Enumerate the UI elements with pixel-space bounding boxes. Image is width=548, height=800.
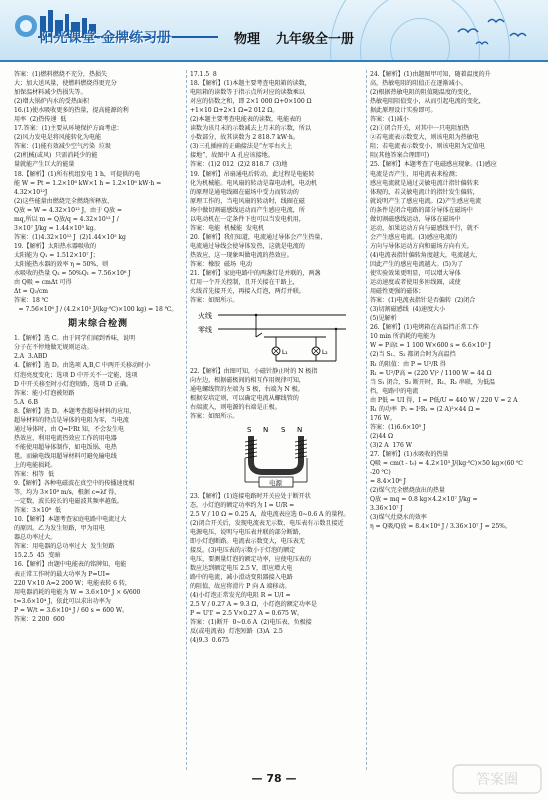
answer-line: 路中的电流，减小滑动变阻器接入电路 — [190, 573, 293, 581]
answer-line: 10.【解析】本题考查家庭电路中电流过大 — [14, 516, 127, 524]
circuit-diagram — [196, 307, 356, 365]
answer-line: 方向与导体运动方向和磁场方向有关。 — [370, 242, 473, 250]
answer-line: 通电螺线管的左端为 S 极，右端为 N 极。 — [190, 386, 304, 394]
pole-label: N — [263, 425, 269, 434]
grade-label: 九年级全一册 — [276, 32, 355, 47]
answer-line: 答案：如图所示。 — [190, 413, 239, 421]
answer-line: 加保温材料减少热损失等。 — [14, 89, 87, 97]
answer-line: D 中开关移至时小灯泡短路，选项 D 正确。 — [14, 380, 133, 388]
answer-line: 176 W。 — [370, 414, 396, 422]
answer-line: (3)2 A 176 W — [370, 441, 412, 449]
electromagnet-diagram — [221, 424, 331, 490]
answer-line: 答案：2 200 600 — [14, 615, 65, 623]
answer-line: 的原因。乙为发生短路，甲为用电 — [14, 525, 105, 533]
answer-line: 据此原理设计实验即可。 — [370, 107, 437, 115]
switch-icon — [256, 333, 262, 337]
answer-line: P = U'I' = 2.5 V×0.27 A = 0.675 W。 — [190, 610, 304, 618]
answer-line: +1×10 Ω+2×1 Ω=2 012 Ω。 — [190, 107, 279, 115]
answer-line: = 8.4×10⁶ J — [370, 478, 406, 486]
answer-line: 运动，如果运动方向与磁感线平行，就不 — [370, 224, 479, 232]
answer-line: 答案：(1)燃料燃烧不充分，热损失 — [14, 71, 108, 78]
answer-line: 2.5 V / 10 Ω = 0.25 A，故电流表应选 0~0.6 A 的量程。 — [190, 510, 350, 518]
answer-line: 阻；若电流表示数变小，则该电阻为定值电 — [370, 143, 485, 151]
answer-line: (4)小灯泡正常发光的电阻 R = U/I = — [190, 592, 291, 600]
answer-line: 答案：能小灯泡被短路 — [14, 389, 75, 397]
answer-line: 26.【解析】(1)电烤箱在高温挡正常工作 — [370, 324, 479, 332]
answer-line: 电阻箱的读数等于指示点所对应的读数乘以 — [190, 89, 305, 97]
answer-line: 会产生感应电流。(3)感应电流的 — [370, 233, 458, 241]
answer-line: 感应电流就是通过灵敏电流计指针偏转来 — [370, 179, 479, 187]
answer-line: 态，小灯泡的额定功率约为 I = U/R = — [190, 501, 295, 509]
answer-line: 量就能产生巨大的能量 — [14, 161, 75, 169]
answer-line: (2)当 S₁、S₂ 都闭合时为高温挡 — [370, 351, 456, 359]
answer-line: 即小灯泡断路。电流表示数变大，电压表无 — [190, 537, 305, 545]
answer-line: 火线首先接开关，再接入灯泡，两灯并联。 — [190, 288, 305, 296]
answer-line: 19.【解析】吊扇通电后转动，此过程是电能转 — [190, 170, 315, 178]
answer-line: 18.【解析】(1)所有机组发电 1 h，可提供的电 — [14, 170, 141, 178]
answer-line: 3.36×10⁷ J — [370, 505, 403, 513]
answer-line: 以电动机在一定条件下也可以当发电机用， — [190, 215, 305, 223]
answer-line: 16.【解析】由题中电能表的铭牌知，电能 — [14, 561, 127, 569]
answer-line: 大；加大送风量，使燃料燃烧得更充分 — [14, 80, 117, 88]
brand-title: 阳光课堂·金牌练习册 — [40, 30, 172, 46]
answer-line: 答案：(1)减小 — [370, 116, 409, 124]
subject-label: 物理 — [234, 32, 261, 47]
lamp-l1-label: L₁ — [282, 349, 288, 357]
answer-line: 高，热敏电阻的阻值正在逐渐减小。 — [370, 80, 467, 88]
formula-line: = 7.56×10⁶ J / (4.2×10³ J/(kg·℃)×100 kg) = 18 ℃。 — [18, 306, 178, 314]
answer-line: 体现的，若灵敏电流计的指针发生偏转， — [370, 188, 479, 196]
answer-line: 等，均为 3×10⁸ m/s，根据 c=λf 得， — [14, 489, 121, 497]
pole-label: S — [247, 425, 252, 434]
answer-line: 数应达到额定电压 2.5 V，即应增大电 — [190, 564, 293, 572]
answer-line: 表正常工作时的最大功率为 P=UI= — [14, 570, 111, 578]
answer-line: 做切割磁感线运动，导体在磁场中 — [370, 215, 461, 223]
coil-icon — [245, 440, 307, 458]
answer-line: (3)切割磁感线 (4)速度大小 — [370, 306, 446, 314]
u-core-icon — [251, 436, 301, 472]
answer-column-1 — [14, 70, 182, 624]
answer-line: 1.【解析】选 C。由于同学们闻到香味，说明 — [14, 335, 136, 343]
answer-line: 分子在不停地做无规则运动。 — [14, 344, 93, 352]
answer-line: 运动速度或者使用多匝线圈，或使 — [370, 279, 461, 287]
answer-line: 超导材料的特点是导体的电阻为零，当电流 — [14, 416, 129, 424]
answer-line: 当 S₁ 闭合、S₂ 断开时，R₁、R₂ 串联，为低温 — [370, 378, 496, 386]
pole-label: S — [281, 425, 286, 434]
answer-line: 使实验效果更明显，可以增大导体 — [370, 270, 461, 278]
answer-line: (2)煤气完全燃烧放出的热量 — [370, 487, 445, 495]
answer-line: 一定数，波长较长的电磁波其频率越低。 — [14, 498, 123, 506]
answer-line: 热效应，利用电流热效应工作的用电器 — [14, 434, 117, 442]
pole-label: N — [297, 425, 303, 434]
answer-line: 太阳能热水器的效率 η = 50%，则 — [14, 260, 109, 268]
answer-line: Q放 = mq = 0.8 kg×4.2×10⁷ J/kg = — [370, 496, 480, 504]
answer-line: 器总功率过大。 — [14, 534, 57, 542]
answer-line: 电流通过导线会使导体发热，这就是电流的 — [190, 242, 305, 250]
answer-line: 15.2.5 45 变暗 — [14, 552, 61, 560]
answer-line: 小数部分，故其读数为 2 818.7 kW·h。 — [190, 134, 299, 142]
answer-line: 阻(其他答案合理即可) — [370, 152, 430, 160]
answer-line: R₁ 的功率 P₁ = I²R₁ = (2 A)²×44 Ω = — [370, 405, 481, 413]
answer-line: 答案：相等 低 — [14, 471, 55, 479]
header-banner — [0, 0, 548, 62]
answer-line: 灯泡亮度变化；选项 D 中开关不一定能，选项 — [14, 371, 138, 379]
answer-line: 由 P低 = UI 得，I = P低/U = 440 W / 220 V = 2 A — [370, 396, 518, 404]
answer-column-2 — [190, 70, 362, 645]
lamp-l2-label: L₂ — [322, 349, 328, 357]
answer-line: (3)三孔插座的正确接法是“左零右火上 — [190, 143, 293, 151]
answer-line: 答案：(1)4.32×10¹² J (2)1.44×10⁵ kg — [14, 233, 126, 241]
answer-line: 不能使用超导体制作，如电饭锅、电热 — [14, 443, 117, 451]
answer-line: 向左边，根据磁极间的相互作用规律可知， — [190, 377, 305, 385]
answer-line: -20 ℃) — [370, 469, 391, 477]
answer-line: 毯。而输电线用超导材料可避免输电线 — [14, 452, 117, 460]
answer-line: 10 min 所消耗的电能为 — [370, 333, 436, 341]
answer-line: 水吸收的热量 Q₂ = 50%Q₁ = 7.56×10⁶ J — [14, 270, 131, 278]
answer-line: 27.【解析】(1)水吸收的热量 — [370, 450, 449, 458]
answer-line: 答案：电能 机械能 发电机 — [190, 224, 265, 232]
answer-line: 的条件是闭合电路的部分导体在磁场中 — [370, 206, 473, 214]
answer-line: (5)见解析 — [370, 315, 397, 323]
answer-line: 右端流入，则电源的右端是正极。 — [190, 404, 281, 412]
answer-line: 4.【解析】选 D。由选项 A,B,C 中两开关移动时小 — [14, 362, 151, 370]
answer-line: 21.【解析】家庭电路中的两盏灯是并联的，两盏 — [190, 270, 321, 278]
answer-line: η = Q吸/Q放 = 8.4×10⁶ J / 3.36×10⁷ J = 25%。 — [370, 523, 511, 531]
answer-line: 接地”，故图中 A 孔应该接地。 — [190, 152, 274, 160]
answer-line: (2)本题主要考查电能表的读数，电能表的 — [190, 116, 302, 124]
zero-wire-label: 零线 — [198, 326, 212, 335]
answer-line: R₁ 的阻值：由 P = U²/R 得 — [370, 360, 446, 368]
answer-line: 17.答案：(1)主要从环境保护方面考虑： — [14, 125, 123, 133]
watermark-logo-icon — [452, 764, 542, 794]
answer-line: 上的电能损耗。 — [14, 461, 57, 469]
answer-line: 答案：(1)断开 0~0.6 A (2)电压表、负极接 — [190, 619, 312, 627]
fire-wire-label: 火线 — [198, 312, 212, 321]
answer-line: 灯用一个开关控制，且开关接在干路上， — [190, 279, 299, 287]
answer-line: 19.【解析】太阳热水器吸收的 — [14, 242, 97, 250]
answer-line: 电源电压，说明与电压表并联的部分断路， — [190, 528, 305, 536]
answer-line: 4.32×10¹²J — [14, 188, 48, 196]
answer-line: t=3.6×10⁴ J，依此可以求出功率为 — [14, 597, 111, 605]
answer-line: 化为机械能。电风扇的转动是靠电动机，电动机 — [190, 179, 317, 187]
answer-line: 接反。(3)电压表的示数小于灯泡的额定 — [190, 546, 296, 554]
answer-line: (2)这些能量由燃烧完全燃烧所释放， — [14, 197, 114, 205]
column-divider — [186, 70, 187, 770]
answer-line: 8.【解析】选 D。本题考查超导材料的应用， — [14, 407, 136, 415]
answer-line: (2)增大锅炉内水的受热面积 — [14, 98, 89, 106]
answer-line: 23.【解析】(1)连接电路时开关应处于断开状 — [190, 492, 311, 500]
answer-line: 5.A 6.B — [14, 398, 38, 406]
answer-line: 答案：(1)6.6×10⁵ J — [370, 423, 426, 431]
answer-line: 220 V×10 A=2 200 W；电能表转 6 转， — [14, 579, 131, 587]
answer-line: 9.【解析】各种电磁波在真空中的传播速度相 — [14, 480, 135, 488]
answer-line: (2)44 Ω — [370, 432, 394, 440]
answer-line: 22.【解析】由图可知，小磁针静止时的 N 极指 — [190, 368, 318, 376]
answer-line: 答案：用电器的总功率过大 发生短路 — [14, 543, 115, 551]
answer-line: P = W/t = 3.6×10⁴ J / 60 s = 600 W。 — [14, 606, 129, 614]
answer-line: 场中做切割磁感线运动而产生感应电流，所 — [190, 206, 305, 214]
answer-line: Q放 = W = 4.32×10¹² J，由于 Q放 = — [14, 206, 122, 214]
answer-line: 用率 (2)热传递 低 — [14, 116, 67, 124]
answer-line: 25.【解析】本题考查了电磁感应现象。(1)感应 — [370, 161, 497, 169]
answer-line: 答案：18 ℃ — [14, 297, 49, 305]
answer-line: 答案：3×10⁸ 低 — [14, 507, 61, 515]
answer-line: 因此产生的感应电流越大。(5)为了 — [370, 260, 464, 268]
answer-line: Δt = Q₂/cm — [14, 288, 49, 296]
answer-line: 答案：(1)能有效减少空气污染 垃圾 — [14, 143, 111, 151]
answer-line: 18.【解析】(1)本题主要考查电阻箱的读数， — [190, 80, 311, 88]
column-divider — [366, 70, 367, 770]
answer-line: 对应的倍数之和，即 2×1 000 Ω+0×100 Ω — [190, 98, 312, 106]
answer-line: 通过导体时，由 Q=I²Rt 知，不会发生电 — [14, 425, 125, 433]
answer-line: (2)闭合开关后，发现电流表无示数，电压表有示数且接近 — [190, 519, 344, 527]
answer-line: 17.1.5 8 — [190, 71, 217, 78]
answer-line: 2.A 3.ABD — [14, 353, 48, 361]
answer-line: (2)机械(或风) 只需消耗少的能 — [14, 152, 98, 160]
answer-line: 反(或电流表) 灯泡短路 (3)A 2.5 — [190, 628, 283, 636]
answer-line: 太阳能为 Q₁ = 1.512×10⁷ J； — [14, 251, 99, 259]
answer-line: 热敏电阻阻值变小，从而引起电流的变化， — [370, 98, 485, 106]
answer-line: (2)根据热敏电阻的阻值随温度的变化， — [370, 89, 476, 97]
answer-line: 原理工作的，当电风扇的转动时，线圈在磁 — [190, 197, 305, 205]
answer-line: Q吸 = cm(t - t₀) = 4.2×10³ J/(kg·℃)×50 kg×(60 ℃ — [370, 460, 523, 468]
answer-line: (4)电流表指针偏转角度越大，电流越大， — [370, 251, 482, 259]
answer-line: 电流是否产生，用电流表来检测； — [370, 170, 461, 178]
birds-icon — [448, 14, 538, 54]
answer-line: W = P高t = 1 100 W×600 s = 6.6×10⁵ J — [370, 342, 491, 350]
answer-line: 电压，要测量灯泡的额定功率，应使电压表的 — [190, 555, 311, 563]
power-source-label: 电源 — [269, 478, 282, 487]
answer-line: 挡，电路中的电流 — [370, 387, 419, 395]
answer-line: mq,所以 m = Q放/q = 4.32×10¹² J / — [14, 215, 119, 223]
answer-line: 的原理是通电线圈在磁场中受力而转动的 — [190, 188, 299, 196]
answer-line: 就说明产生了感应电流。(2)产生感应电流 — [370, 197, 482, 205]
answer-line: ②若电流表示数变大，则该电阻为热敏电 — [370, 134, 479, 142]
answer-line: (4)9.3 0.675 — [190, 637, 229, 645]
answer-line: 能 W = Pt = 1.2×10⁶ kW×1 h = 1.2×10⁶ kW·h = — [14, 179, 164, 187]
answer-line: R₁ = U²/P高 = (220 V)² / 1100 W = 44 Ω — [370, 369, 492, 377]
answer-line: 用电器消耗的电能为 W = 3.6×10⁶ J × 6/600 — [14, 588, 141, 596]
answer-line: (2)①闭合开关，对其中一只电阻加热 — [370, 125, 470, 133]
watermark-text: 答案圈 — [476, 772, 518, 788]
answer-line: 热效应，这一现象叫做电流的热效应。 — [190, 251, 293, 259]
answer-line: 用磁性更强的磁体； — [370, 288, 425, 296]
answer-line: 2.5 V / 0.27 A ≈ 9.3 Ω，小灯泡的额定功率是 — [190, 601, 317, 609]
answer-line: 24.【解析】(1)由题图甲可知，随着温度的升 — [370, 71, 491, 78]
answer-line: 根据安培定则，可以确定电流从螺线管的 — [190, 395, 299, 403]
answer-column-3 — [370, 70, 540, 531]
answer-line: 答案：橡胶 磁场 电动 — [190, 260, 252, 268]
answer-line: 3×10⁷ J/kg ≈ 1.44×10⁵ kg。 — [14, 224, 100, 232]
page-number: — 78 — — [251, 772, 297, 785]
answer-line: 答案：(1)2 012 (2)2 818.7 (3)地 — [190, 161, 288, 169]
answer-line: 由 Q吸 = cmΔt 可得 — [14, 279, 72, 287]
section-title: 期末综合检测 — [67, 319, 128, 330]
answer-line: 答案：(1)电流表指针是否偏转 (2)闭合 — [370, 297, 476, 305]
answer-line: 的阻值，故应将滑片 P 向 A 端移动。 — [190, 582, 291, 590]
answer-line: 答案：如图所示。 — [190, 297, 239, 305]
answer-line: (3)煤气灶烧水的效率 — [370, 514, 427, 522]
answer-line: 16.(1)使水吸收更多的热量，提高能源的利 — [14, 107, 129, 115]
answer-line: (2)风力发电是将风能转化为电能 — [14, 134, 102, 142]
answer-line: 读数为该月末的示数减去上月末的示数，所以 — [190, 125, 311, 133]
answer-line: 20.【解析】我们知道，电流通过导体会产生热量， — [190, 233, 327, 241]
